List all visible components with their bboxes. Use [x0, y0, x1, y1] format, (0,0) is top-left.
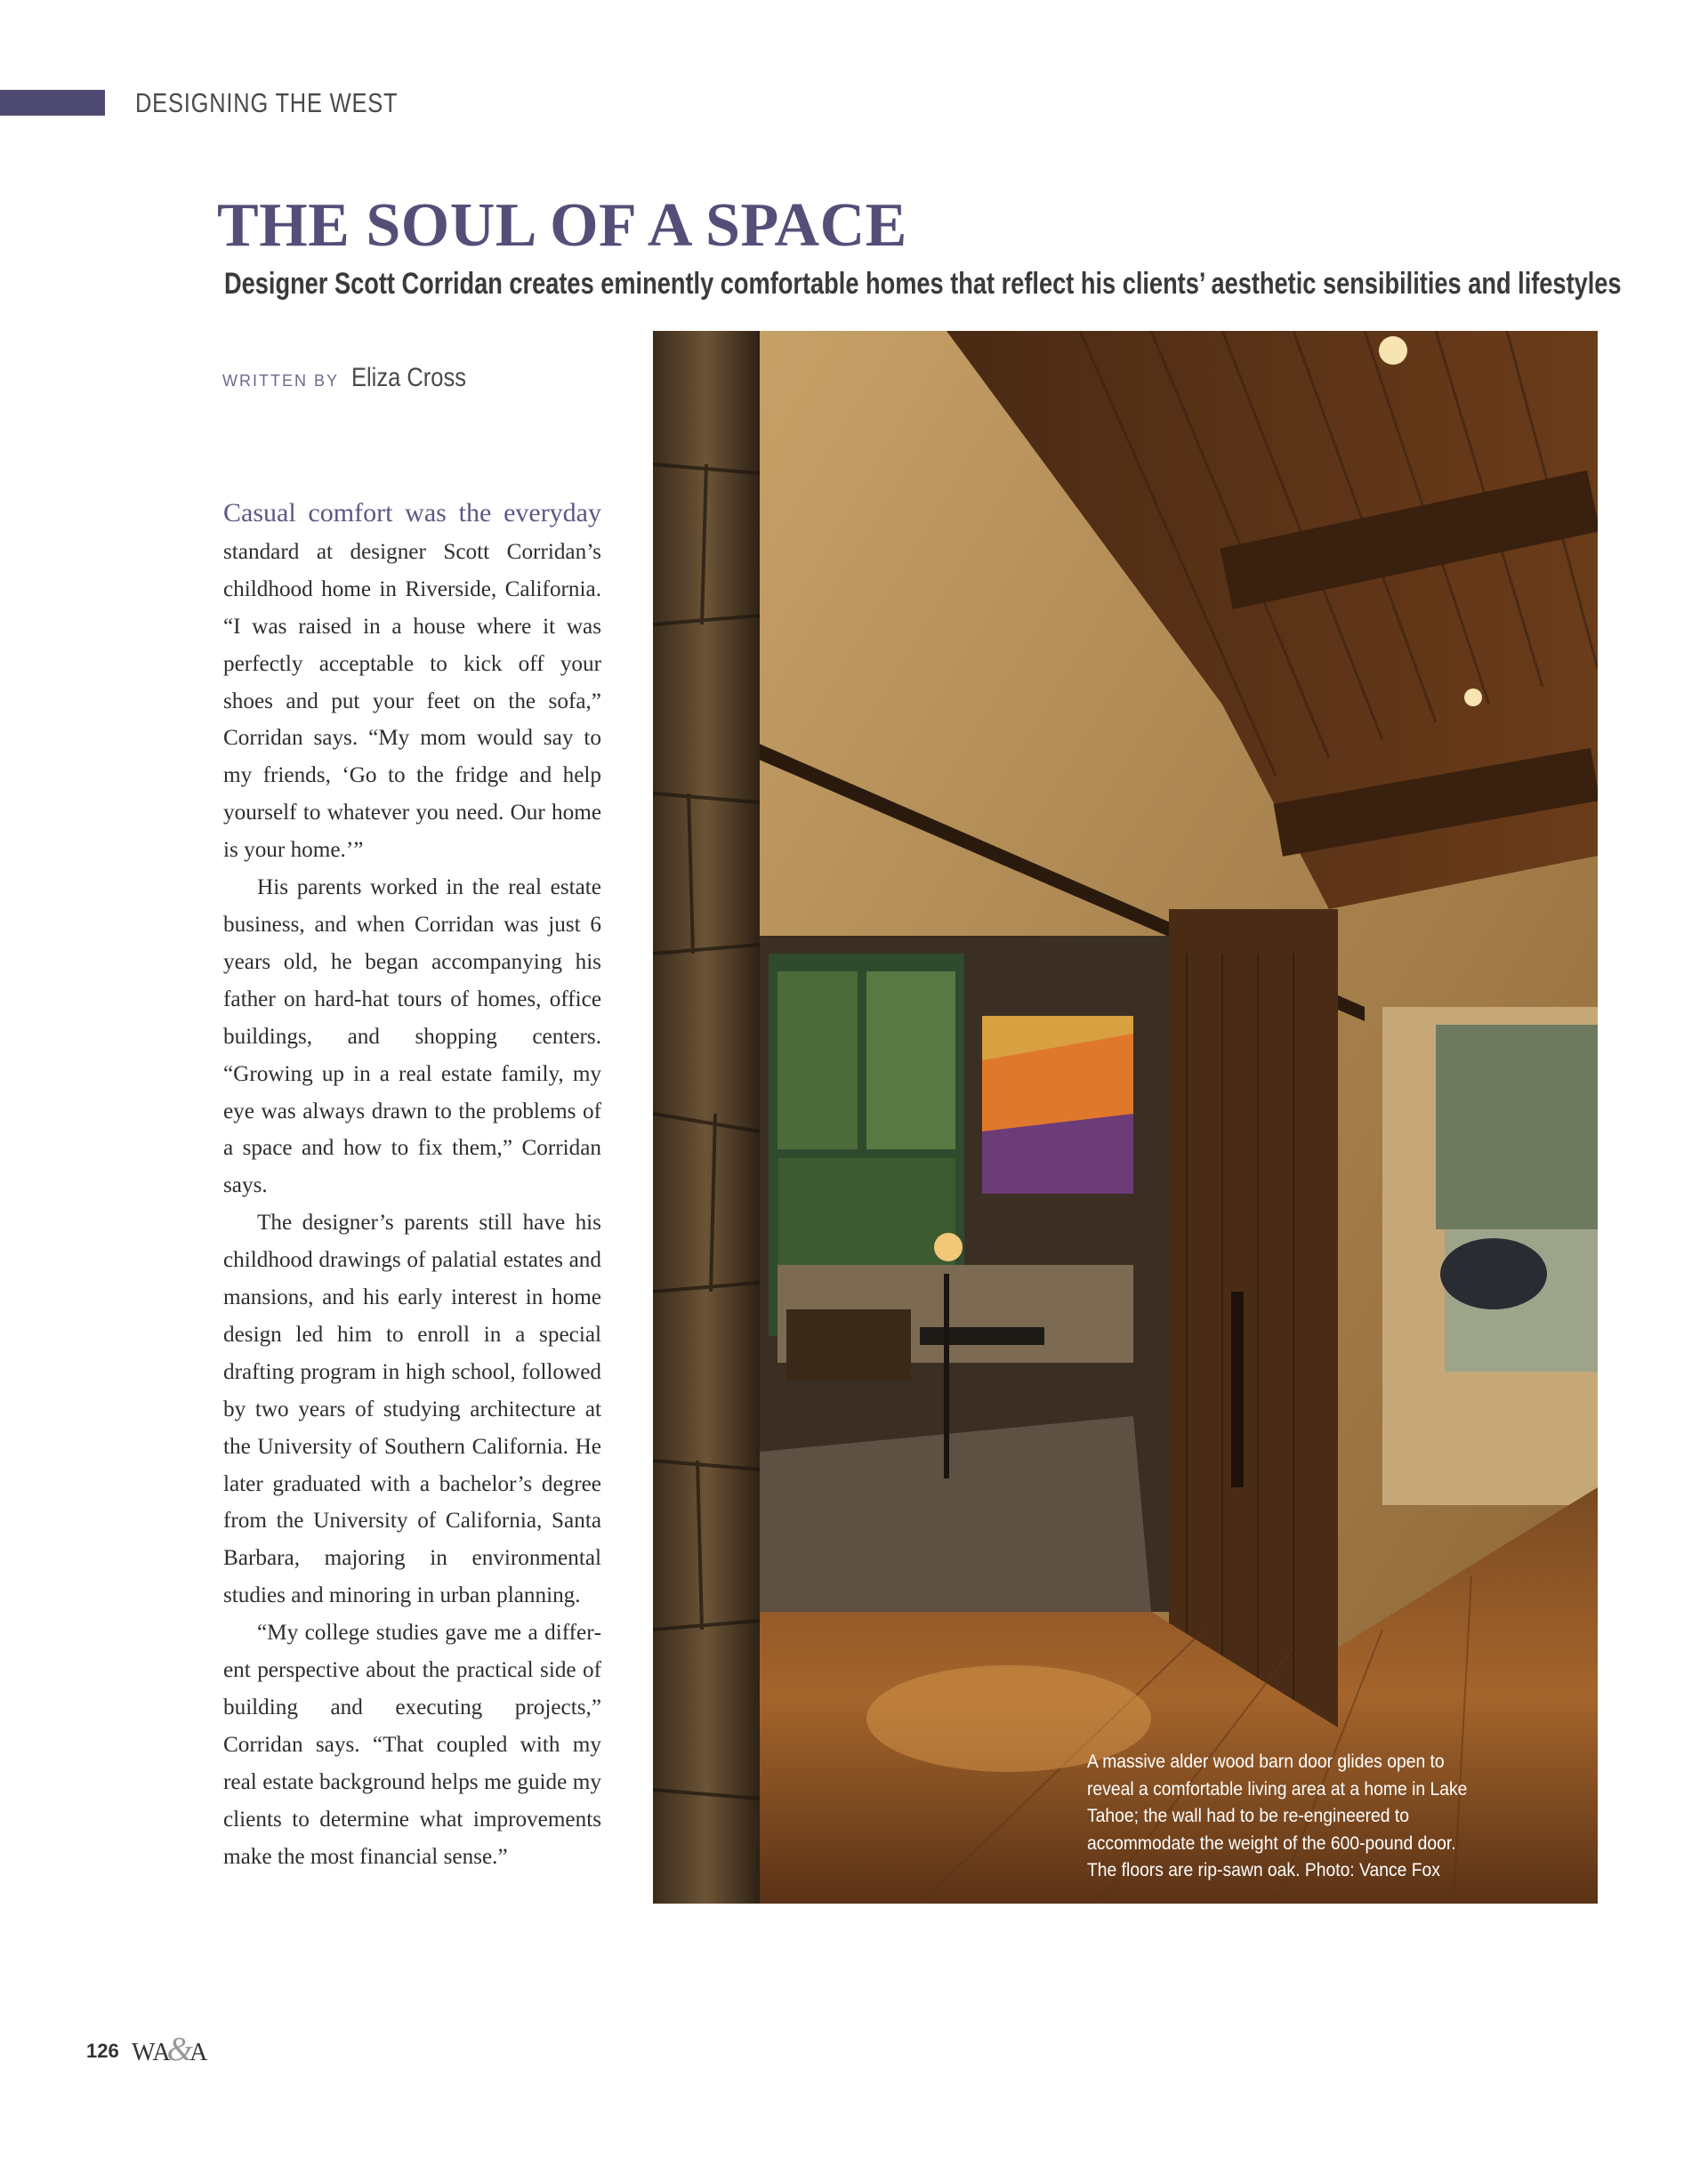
- logo-ampersand: &: [166, 2031, 194, 2068]
- paragraph-text: standard at designer Scott Corridan’s childhood home in Riverside, California. “I was raised in a house where it was perfectly acceptable to kick off your shoes and put your feet on the sofa,” Corridan says. “My mom would say to my friends, ‘Go to the fridge and help yourself to whatever you need. Our home is your home.’”: [223, 539, 601, 863]
- interior-photo: [653, 331, 1598, 1904]
- body-paragraph: “My college studies gave me a different perspective about the practical side of building and executing projects,” Corridan says. “That coupled with my real estate background helps me guide my clients to determine what improvements make the most financial sense.”: [223, 1621, 601, 1869]
- interior-photo-illustration: [653, 331, 1598, 1904]
- section-label: DESIGNING THE WEST: [135, 87, 399, 118]
- photo-caption: A massive alder wood barn door glides open to reveal a comfortable living area at a home in Lake Tahoe; the wall had to be re-engineered to accommodate the weight of the 600-pound door. The floors are rip-sawn oak. Photo: Vance Fox: [1087, 1751, 1468, 1880]
- author-name: Eliza Cross: [351, 363, 467, 392]
- article-body: [223, 495, 601, 1876]
- section-color-bar: [0, 90, 105, 116]
- page-number: 126: [86, 2040, 119, 2062]
- article-subtitle: Designer Scott Corridan creates eminently comfortable homes that reflect his clients’ aesthetic sensibilities and lifestyles: [224, 267, 1622, 301]
- byline: [222, 363, 487, 393]
- body-paragraph: [223, 495, 601, 869]
- logo-left: WA: [132, 2039, 171, 2066]
- magazine-logo: [132, 2030, 207, 2069]
- logo-right: A: [189, 2039, 208, 2066]
- lede-text: Casual comfort was the everyday: [223, 498, 601, 527]
- article-title: THE SOUL OF A SPACE: [217, 191, 907, 260]
- body-paragraph: His parents worked in the real estate business, and when Corridan was just 6 years old, he began accompanying his father on hard-hat tours of homes, office buildings, and shopping centers. “Growing up in a real estate family, my eye was always drawn to the problems of a space and how to fix them,” Corridan says.: [223, 875, 601, 1198]
- body-paragraph: The designer’s parents still have his childhood drawings of palatial estates and mansions, and his early interest in home design led him to enroll in a special drafting program in high school, followed by two years of studying architecture at the University of Southern California. He later graduated with a bachelor’s degree from the University of California, Santa Barbara, majoring in environmental studies and minoring in urban planning.: [223, 1211, 601, 1608]
- byline-label: WRITTEN BY: [222, 372, 339, 390]
